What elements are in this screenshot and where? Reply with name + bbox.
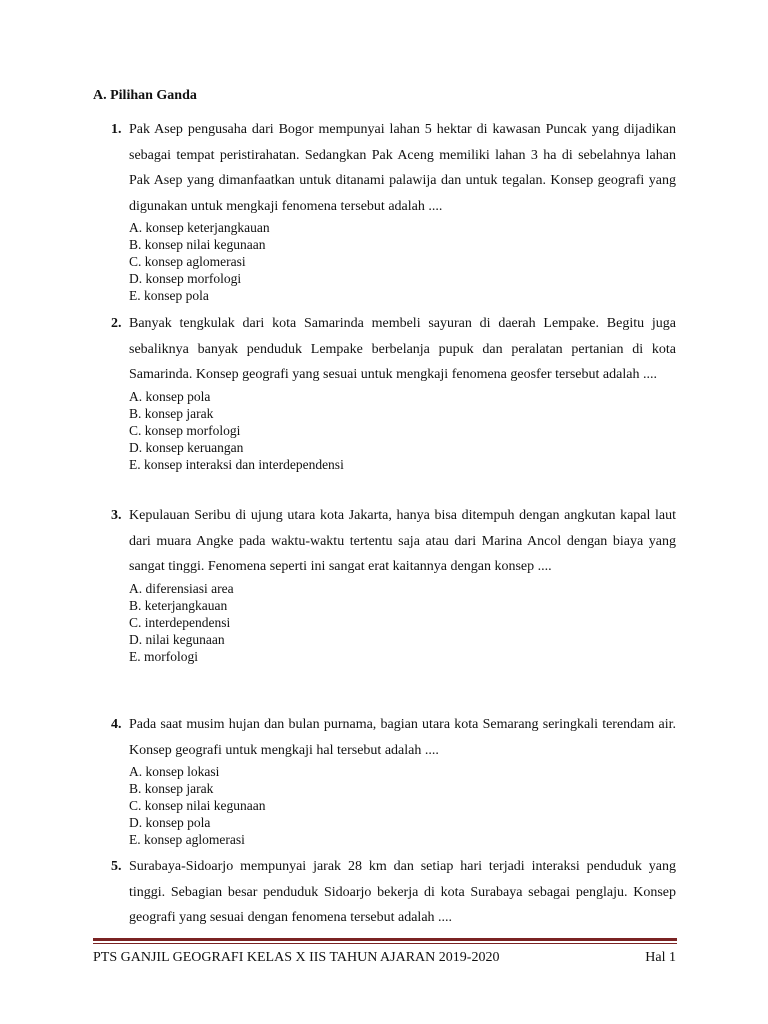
option-a: A. diferensiasi area — [129, 580, 234, 596]
footer-rule-thick — [93, 938, 677, 941]
option-e: E. morfologi — [129, 648, 198, 664]
footer-title: PTS GANJIL GEOGRAFI KELAS X IIS TAHUN AJARAN 2019-2020 — [93, 950, 500, 965]
option-b: B. konsep nilai kegunaan — [129, 237, 266, 252]
answer-options — [129, 580, 676, 665]
option-e: E. konsep interaksi dan interdependensi — [129, 456, 344, 472]
footer-rule — [93, 938, 677, 944]
option-d: D. konsep keruangan — [129, 439, 244, 455]
option-b: B. konsep jarak — [129, 781, 214, 796]
option-d: D. nilai kegunaan — [129, 631, 225, 647]
answer-options — [129, 763, 676, 848]
option-c: C. konsep aglomerasi — [129, 254, 246, 269]
question-text: Kepulauan Seribu di ujung utara kota Jakarta, hanya bisa ditempuh dengan angkutan kapal laut dari muara Angke pada waktu-waktu tertentu saja atau dari Marina Ancol dengan biaya yang sangat tinggi. Fenomena seperti ini sangat erat kaitannya dengan konsep .... — [129, 508, 676, 574]
option-d: D. konsep morfologi — [129, 271, 242, 286]
page-number: Hal 1 — [645, 950, 676, 965]
question-4 — [111, 712, 676, 848]
footer-rule-thin — [93, 943, 677, 944]
question-2 — [111, 311, 676, 473]
option-a: A. konsep keterjangkauan — [129, 220, 270, 235]
option-a: A. konsep pola — [129, 388, 211, 404]
question-number: 2. — [111, 316, 122, 331]
option-b: B. konsep jarak — [129, 405, 214, 421]
question-number: 4. — [111, 717, 122, 732]
option-c: C. konsep morfologi — [129, 422, 241, 438]
option-e: E. konsep aglomerasi — [129, 832, 245, 847]
answer-options — [129, 388, 676, 473]
option-a: A. konsep lokasi — [129, 764, 220, 779]
option-e: E. konsep pola — [129, 288, 209, 303]
option-c: C. interdependensi — [129, 614, 231, 630]
section-title: A. Pilihan Ganda — [93, 88, 197, 103]
question-1 — [111, 117, 676, 304]
question-text: Pada saat musim hujan dan bulan purnama, bagian utara kota Semarang seringkali terendam air. Konsep geografi untuk mengkaji hal tersebut adalah .... — [129, 717, 676, 758]
question-5 — [111, 854, 676, 931]
option-c: C. konsep nilai kegunaan — [129, 798, 266, 813]
question-3 — [111, 503, 676, 665]
option-b: B. keterjangkauan — [129, 597, 228, 613]
question-number: 3. — [111, 508, 122, 523]
question-text: Pak Asep pengusaha dari Bogor mempunyai lahan 5 hektar di kawasan Puncak yang dijadikan sebagai tempat peristirahatan. Sedangkan Pak Aceng memiliki lahan 3 ha di sebelahnya lahan Pak Asep yang dimanfaatkan untuk ditanami palawija dan untuk tegalan. Konsep geografi yang digunakan untuk mengkaji fenomena tersebut adalah .... — [129, 122, 676, 214]
question-number: 5. — [111, 859, 122, 874]
question-text: Surabaya-Sidoarjo mempunyai jarak 28 km dan setiap hari terjadi interaksi penduduk yang tinggi. Sebagian besar penduduk Sidoarjo bekerja di kota Surabaya sebagai penglaju. Konsep geografi yang sesuai dengan fenomena tersebut adalah .... — [129, 859, 676, 925]
option-d: D. konsep pola — [129, 815, 211, 830]
question-text: Banyak tengkulak dari kota Samarinda membeli sayuran di daerah Lempake. Begitu juga sebaliknya banyak penduduk Lempake berbelanja pupuk dan peralatan pertanian di kota Samarinda. Konsep geografi yang sesuai untuk mengkaji fenomena geosfer tersebut adalah .... — [129, 316, 676, 382]
answer-options — [129, 219, 676, 304]
question-number: 1. — [111, 122, 122, 137]
